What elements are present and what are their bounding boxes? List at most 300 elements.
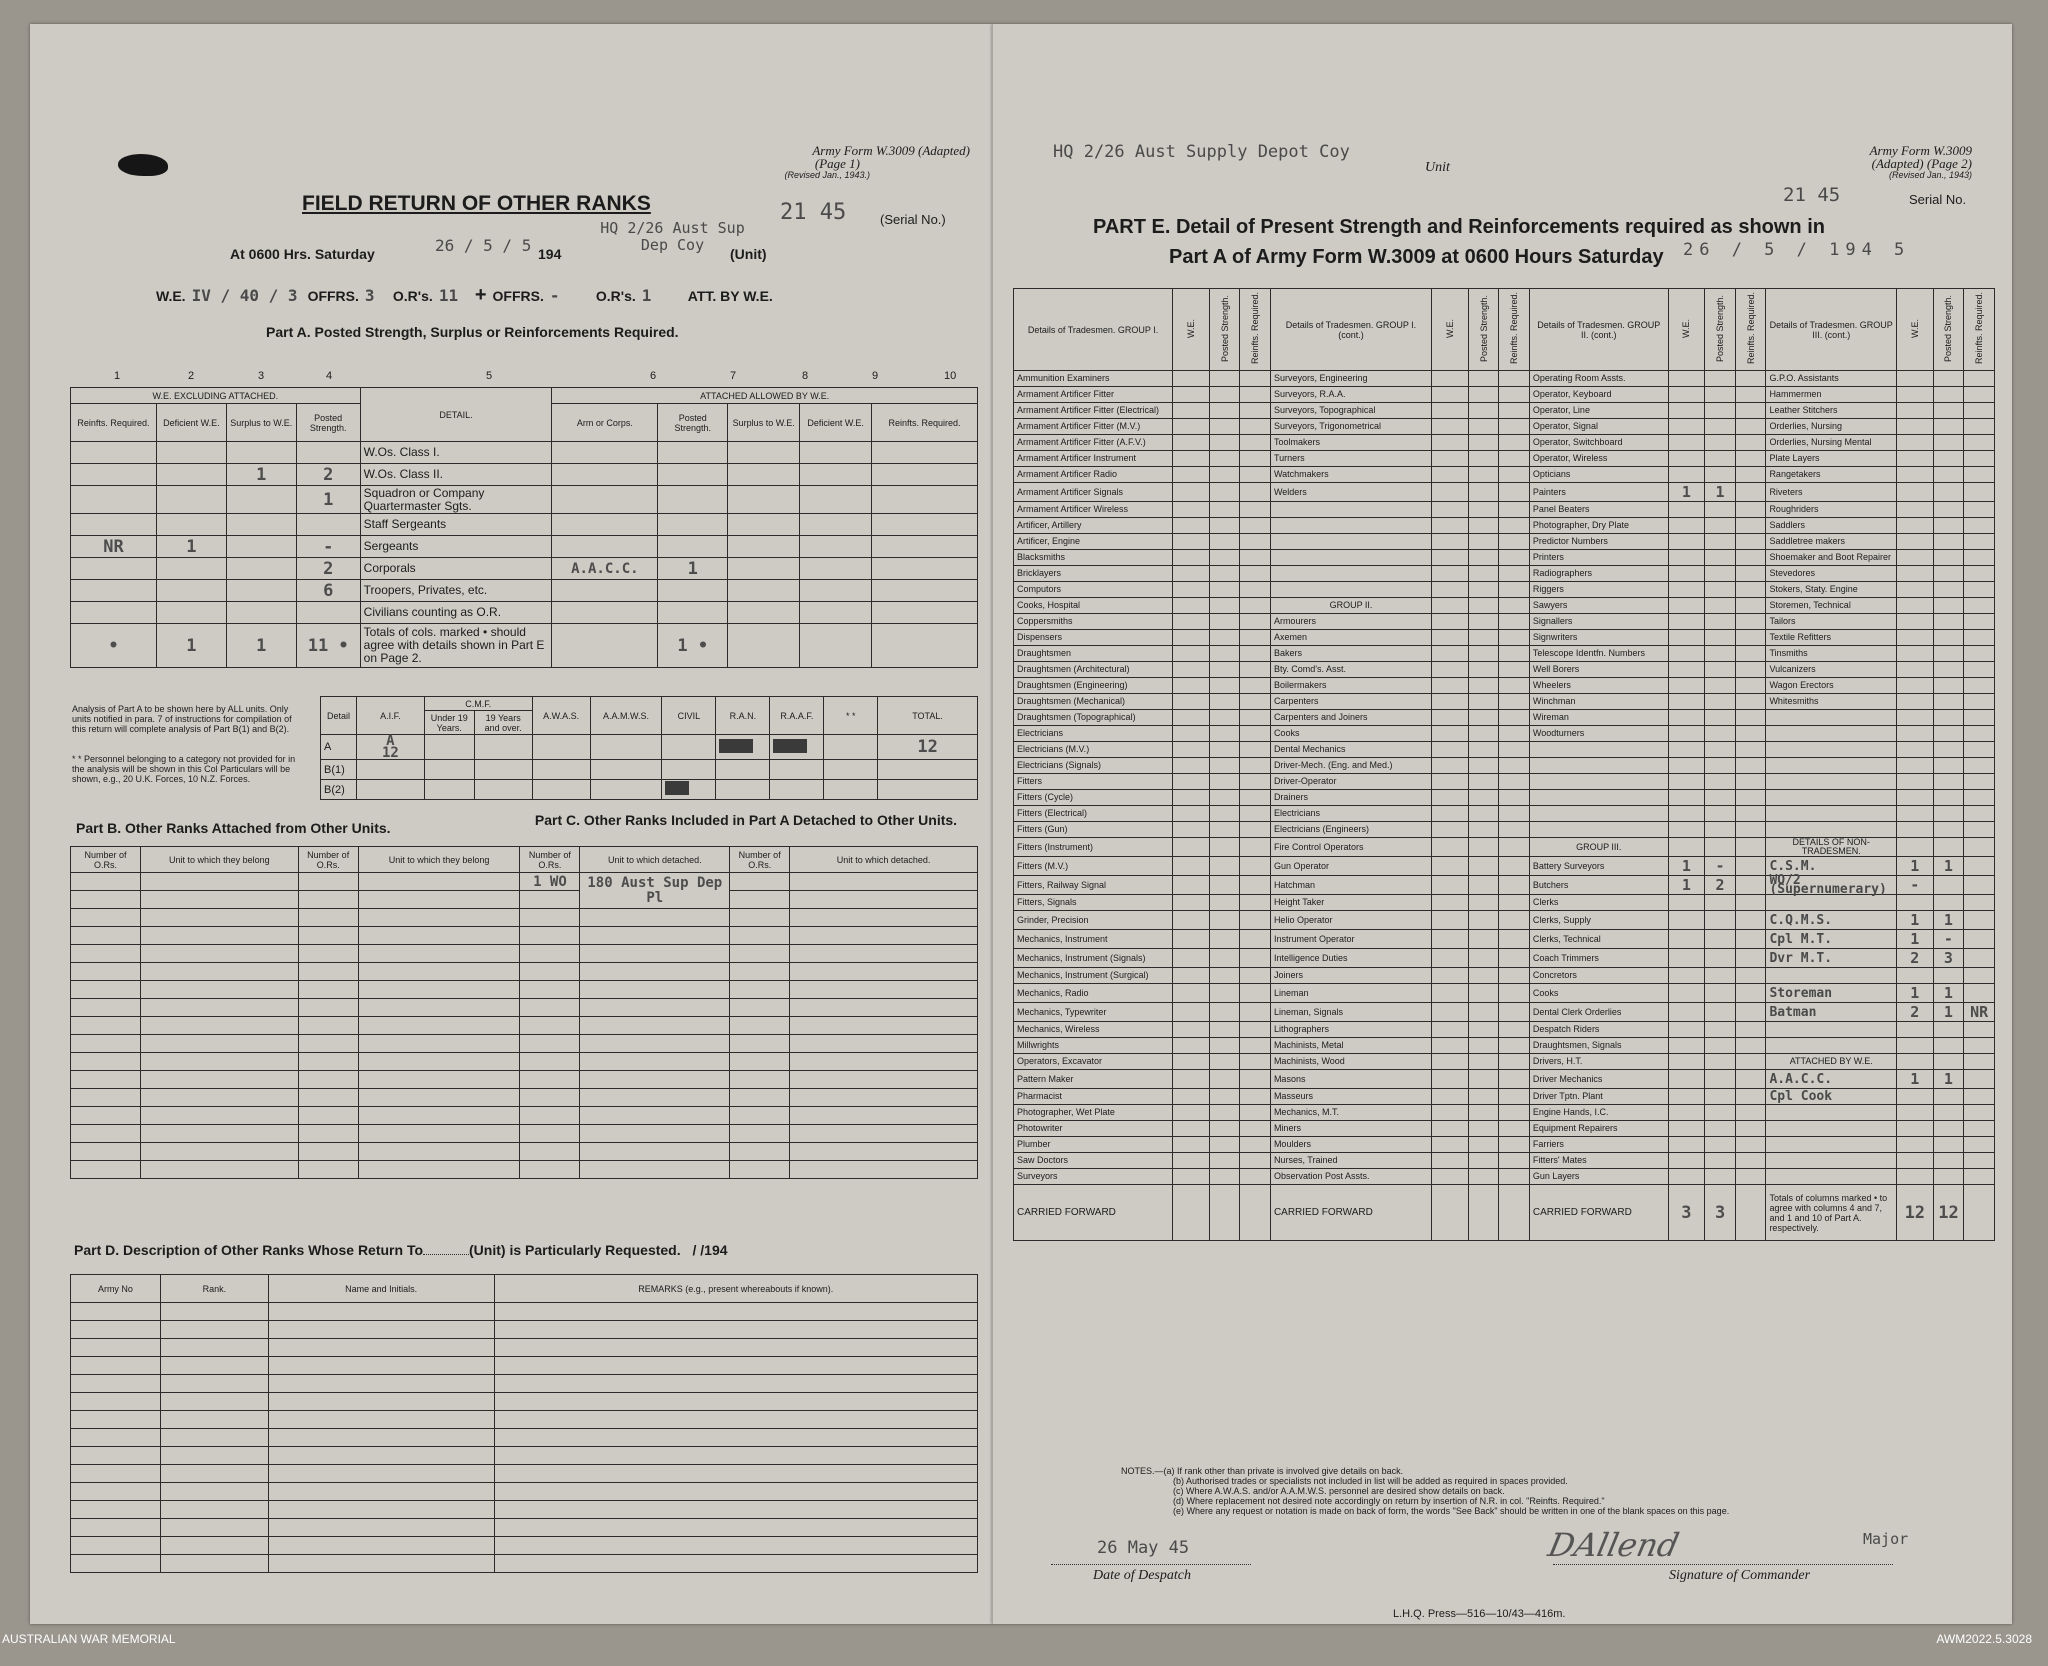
e-cell <box>1933 502 1964 518</box>
part-a-detail: W.Os. Class I. <box>360 442 552 464</box>
part-bc-cell <box>140 1017 298 1035</box>
part-bc-cell <box>71 1107 141 1125</box>
e-cell: 1 <box>1896 857 1933 876</box>
e-cell <box>1896 662 1933 678</box>
trade-label: Plumber <box>1014 1137 1173 1153</box>
e-cell <box>1468 911 1499 930</box>
e-cell <box>1499 758 1530 774</box>
c-header: Number of O.Rs. <box>520 847 580 873</box>
e-cell <box>1964 1137 1995 1153</box>
e-cell <box>1735 1022 1766 1038</box>
e-cell: 2 <box>1705 876 1736 895</box>
e-cell <box>1209 614 1240 630</box>
trade-label: Artificer, Artillery <box>1014 518 1173 534</box>
e-cell <box>1499 582 1530 598</box>
e-cell <box>1209 1185 1240 1241</box>
e-cell <box>1499 371 1530 387</box>
col-num: 10 <box>944 370 957 382</box>
e-cell <box>1668 742 1705 758</box>
part-d-cell <box>71 1411 161 1429</box>
e-cell <box>1964 1054 1995 1070</box>
part-e-row <box>1014 1003 1995 1022</box>
e-cell <box>1173 1022 1210 1038</box>
trade-label: Stokers, Staty. Engine <box>1766 582 1897 598</box>
part-a-row <box>71 464 978 486</box>
part-e-row <box>1014 630 1995 646</box>
e-cell <box>1240 646 1271 662</box>
e-cell <box>1964 694 1995 710</box>
part-bc-row <box>71 1017 978 1035</box>
part-bc-cell <box>140 1143 298 1161</box>
part-a-detail: Totals of cols. marked • should agree with details shown in Part E on Page 2. <box>360 624 552 668</box>
e-cell <box>1933 1022 1964 1038</box>
unit-label: (Unit) <box>730 246 767 262</box>
trade-label: Engine Hands, I.C. <box>1529 1105 1668 1121</box>
e-cell <box>1896 968 1933 984</box>
e-cell <box>1173 403 1210 419</box>
e-cell <box>1668 1137 1705 1153</box>
e-cell <box>1964 678 1995 694</box>
e-cell <box>1240 758 1271 774</box>
col-header: Arm or Corps. <box>552 404 658 442</box>
part-bc-cell <box>790 1035 978 1053</box>
part-d-row <box>71 1483 978 1501</box>
e-cell <box>1933 371 1964 387</box>
part-e-row <box>1014 838 1995 857</box>
trade-label: Saddlers <box>1766 518 1897 534</box>
e-cell <box>1240 968 1271 984</box>
e-cell <box>1668 968 1705 984</box>
part-a-cell <box>872 442 978 464</box>
an-cell <box>662 735 716 760</box>
trade-label <box>1529 822 1668 838</box>
part-a-cell <box>658 602 728 624</box>
trade-label: Drainers <box>1270 790 1431 806</box>
e-cell <box>1735 694 1766 710</box>
e-cell <box>1468 1185 1499 1241</box>
e-cell <box>1964 758 1995 774</box>
e-cell <box>1964 984 1995 1003</box>
part-bc-cell <box>730 963 790 981</box>
trade-label: Photowriter <box>1014 1121 1173 1137</box>
trade-label <box>1766 806 1897 822</box>
e-cell <box>1735 582 1766 598</box>
part-bc-cell <box>580 1161 730 1179</box>
part-d-cell <box>160 1339 268 1357</box>
e-cell <box>1933 435 1964 451</box>
part-bc-cell <box>580 1125 730 1143</box>
trade-label: Mechanics, Radio <box>1014 984 1173 1003</box>
e-cell <box>1209 984 1240 1003</box>
e-cell <box>1499 857 1530 876</box>
part-bc-cell <box>520 1035 580 1053</box>
part-d-cell <box>268 1339 494 1357</box>
e-cell <box>1896 582 1933 598</box>
e-cell <box>1735 1038 1766 1054</box>
part-a-cell <box>156 464 226 486</box>
e-header: Details of Tradesmen. GROUP I. (cont.) <box>1270 289 1431 371</box>
part-e-row <box>1014 949 1995 968</box>
e-cell <box>1705 614 1736 630</box>
part-e-row <box>1014 467 1995 483</box>
e-header-text: Reinfts. Required. <box>1250 292 1261 365</box>
trade-label: Machinists, Metal <box>1270 1038 1431 1054</box>
part-bc-cell <box>580 1017 730 1035</box>
part-bc-cell <box>730 1089 790 1107</box>
trade-label: Saddletree makers <box>1766 534 1897 550</box>
e-cell <box>1735 662 1766 678</box>
part-bc-cell <box>71 945 141 963</box>
at-hours-label: At 0600 Hrs. Saturday <box>230 246 375 262</box>
e-cell <box>1668 1070 1705 1089</box>
e-cell <box>1468 451 1499 467</box>
part-bc-cell: 1 WO <box>520 873 580 891</box>
e-cell <box>1209 502 1240 518</box>
e-cell <box>1209 435 1240 451</box>
part-d-row <box>71 1447 978 1465</box>
e-cell <box>1668 1003 1705 1022</box>
part-bc-cell <box>580 945 730 963</box>
part-a-cell <box>728 624 800 668</box>
an-cell <box>474 760 532 780</box>
despatch-label: Date of Despatch <box>1093 1568 1191 1583</box>
trade-label: Driver-Mech. (Eng. and Med.) <box>1270 758 1431 774</box>
serial-label: Serial No. <box>1909 192 1967 207</box>
part-a-cell <box>296 514 360 536</box>
e-cell <box>1668 387 1705 403</box>
part-e-row <box>1014 1038 1995 1054</box>
e-cell <box>1933 1054 1964 1070</box>
trade-label <box>1766 968 1897 984</box>
e-cell <box>1240 662 1271 678</box>
trade-label: Wheelers <box>1529 678 1668 694</box>
trade-label: Cpl Cook <box>1766 1089 1897 1105</box>
e-cell <box>1468 758 1499 774</box>
e-cell <box>1668 1022 1705 1038</box>
trade-label: Riveters <box>1766 483 1897 502</box>
e-cell <box>1933 1105 1964 1121</box>
e-cell <box>1240 451 1271 467</box>
e-cell <box>1499 419 1530 435</box>
e-cell <box>1933 758 1964 774</box>
part-d-cell <box>494 1375 977 1393</box>
part-bc-cell <box>140 963 298 981</box>
col-num: 9 <box>872 370 879 382</box>
part-a-cell <box>226 580 296 602</box>
trade-label: Storemen, Technical <box>1766 598 1897 614</box>
e-cell <box>1735 1105 1766 1121</box>
an-cell <box>770 760 824 780</box>
trade-label: Surveyors, Engineering <box>1270 371 1431 387</box>
part-bc-cell <box>790 963 978 981</box>
e-cell <box>1468 467 1499 483</box>
trade-label <box>1529 790 1668 806</box>
e-header <box>1499 289 1530 371</box>
trade-label: Printers <box>1529 550 1668 566</box>
e-cell <box>1240 790 1271 806</box>
col-num: 3 <box>258 370 265 382</box>
e-cell <box>1173 774 1210 790</box>
col-header: Surplus to W.E. <box>226 404 296 442</box>
part-bc-cell <box>298 1089 358 1107</box>
e-cell <box>1173 984 1210 1003</box>
e-cell <box>1209 968 1240 984</box>
e-cell <box>1735 806 1766 822</box>
part-bc-cell <box>730 909 790 927</box>
e-cell <box>1240 822 1271 838</box>
part-bc-cell <box>298 1143 358 1161</box>
e-cell <box>1705 726 1736 742</box>
part-e-row <box>1014 1137 1995 1153</box>
trade-label: Shoemaker and Boot Repairer <box>1766 550 1897 566</box>
e-cell <box>1240 598 1271 614</box>
part-a-cell <box>226 558 296 580</box>
e-cell <box>1173 857 1210 876</box>
part-a-cell <box>71 486 157 514</box>
trade-label: Grinder, Precision <box>1014 911 1173 930</box>
e-cell <box>1933 1038 1964 1054</box>
e-cell <box>1499 467 1530 483</box>
e-cell <box>1432 1105 1469 1121</box>
e-cell <box>1499 1038 1530 1054</box>
e-cell <box>1499 710 1530 726</box>
trade-label <box>1270 534 1431 550</box>
part-a-cell <box>872 536 978 558</box>
part-bc-cell <box>730 945 790 963</box>
e-cell <box>1668 451 1705 467</box>
e-header-text: W.E. <box>1681 318 1692 338</box>
e-cell <box>1468 726 1499 742</box>
trade-label: Tailors <box>1766 614 1897 630</box>
e-cell <box>1933 582 1964 598</box>
e-cell <box>1668 1038 1705 1054</box>
part-bc-cell <box>580 999 730 1017</box>
we-fill: IV / 40 / 3 <box>191 286 298 305</box>
part-e-row <box>1014 582 1995 598</box>
part-a-detail: W.Os. Class II. <box>360 464 552 486</box>
e-cell <box>1705 1169 1736 1185</box>
e-cell: 2 <box>1896 1003 1933 1022</box>
part-e-row <box>1014 566 1995 582</box>
an-cell <box>878 780 978 800</box>
part-e-row <box>1014 678 1995 694</box>
part-d-cell <box>160 1447 268 1465</box>
an-header: A.W.A.S. <box>532 697 590 735</box>
part-e-title: PART E. Detail of Present Strength and Reinforcements required as shown in <box>1093 216 1825 238</box>
part-bc-cell <box>730 1107 790 1125</box>
trade-label: Armament Artificer Fitter (Electrical) <box>1014 403 1173 419</box>
e-cell <box>1432 598 1469 614</box>
signature-label: Signature of Commander <box>1669 1568 1811 1583</box>
e-cell <box>1896 566 1933 582</box>
part-bc-cell <box>298 999 358 1017</box>
part-a-cell <box>71 464 157 486</box>
part-bc-cell <box>71 1035 141 1053</box>
e-header: Details of Tradesmen. GROUP I. <box>1014 289 1173 371</box>
part-a-cell: 1 <box>226 464 296 486</box>
trade-label: Fitters <box>1014 774 1173 790</box>
trade-label: Panel Beaters <box>1529 502 1668 518</box>
an-cell <box>356 780 424 800</box>
e-cell <box>1173 435 1210 451</box>
part-a-cell <box>800 514 872 536</box>
e-cell <box>1668 790 1705 806</box>
e-cell <box>1173 1105 1210 1121</box>
part-d-row <box>71 1375 978 1393</box>
total-cell: 12 <box>878 735 978 760</box>
trade-label: Fitters (M.V.) <box>1014 857 1173 876</box>
e-cell <box>1468 678 1499 694</box>
carried-posted: 3 <box>1705 1185 1736 1241</box>
trade-label: Fitters (Instrument) <box>1014 838 1173 857</box>
part-a-arm-cell <box>552 486 658 514</box>
e-cell <box>1468 534 1499 550</box>
trade-label: A.A.C.C. <box>1766 1070 1897 1089</box>
part-a-cell <box>872 464 978 486</box>
e-cell <box>1735 451 1766 467</box>
column-numbers <box>70 370 978 386</box>
part-bc-row <box>71 873 978 891</box>
e-cell <box>1432 483 1469 502</box>
part-bc-cell <box>520 1017 580 1035</box>
aif-value: 12 <box>381 745 399 761</box>
e-cell <box>1964 582 1995 598</box>
part-a-cell: - <box>296 536 360 558</box>
an-header: Under 19 Years. <box>424 711 474 735</box>
an-cell <box>590 780 662 800</box>
an-cell <box>590 760 662 780</box>
e-cell <box>1432 630 1469 646</box>
part-d-cell <box>71 1519 161 1537</box>
part-d-cell <box>160 1465 268 1483</box>
part-bc-cell <box>580 927 730 945</box>
trade-label <box>1766 1169 1897 1185</box>
e-cell <box>1209 1105 1240 1121</box>
part-a-cell: 6 <box>296 580 360 602</box>
trade-label: Watchmakers <box>1270 467 1431 483</box>
part-a-cell <box>728 536 800 558</box>
e-cell <box>1735 742 1766 758</box>
e-cell <box>1499 949 1530 968</box>
part-a-arm-cell <box>552 464 658 486</box>
part-bc-cell <box>520 1089 580 1107</box>
e-cell <box>1705 710 1736 726</box>
e-cell <box>1705 435 1736 451</box>
e-cell <box>1432 1137 1469 1153</box>
part-d-cell <box>268 1375 494 1393</box>
e-cell <box>1735 630 1766 646</box>
part-d-unit-label: (Unit) is Particularly Requested. <box>469 1242 681 1258</box>
e-cell <box>1933 630 1964 646</box>
e-cell <box>1668 467 1705 483</box>
b-header: Unit to which they belong <box>140 847 298 873</box>
e-cell <box>1668 614 1705 630</box>
e-cell <box>1499 790 1530 806</box>
e-cell <box>1933 646 1964 662</box>
e-cell <box>1735 1153 1766 1169</box>
e-cell <box>1173 758 1210 774</box>
detail-header: DETAIL. <box>360 388 552 442</box>
e-cell <box>1209 518 1240 534</box>
an-header: A.A.M.W.S. <box>590 697 662 735</box>
e-cell <box>1240 1153 1271 1169</box>
part-bc-cell <box>790 873 978 891</box>
trade-label: Clerks, Technical <box>1529 930 1668 949</box>
e-header-text: W.E. <box>1444 318 1455 338</box>
part-bc-cell <box>790 1107 978 1125</box>
part-d-row <box>71 1501 978 1519</box>
trade-label: DETAILS OF NON-TRADESMEN. <box>1766 838 1897 857</box>
e-cell <box>1240 857 1271 876</box>
e-cell <box>1499 662 1530 678</box>
punch-hole <box>118 154 168 176</box>
part-a-cell <box>226 536 296 558</box>
part-a-cell <box>728 486 800 514</box>
e-cell <box>1240 387 1271 403</box>
part-a-cell <box>728 602 800 624</box>
e-cell <box>1705 371 1736 387</box>
part-bc-row <box>71 1035 978 1053</box>
part-d-cell <box>71 1483 161 1501</box>
e-cell <box>1896 1153 1933 1169</box>
e-cell <box>1735 726 1766 742</box>
part-bc-row <box>71 927 978 945</box>
e-cell <box>1209 726 1240 742</box>
e-cell <box>1240 566 1271 582</box>
e-cell <box>1964 387 1995 403</box>
e-cell <box>1240 742 1271 758</box>
part-bc-cell <box>298 1107 358 1125</box>
part-a-arm-cell <box>552 624 658 668</box>
trade-label: Toolmakers <box>1270 435 1431 451</box>
part-bc-cell <box>580 1053 730 1071</box>
an-cell <box>770 735 824 760</box>
e-header-text: Reinfts. Required. <box>1509 292 1520 365</box>
e-cell <box>1240 1169 1271 1185</box>
part-d-cell <box>268 1447 494 1465</box>
part-e-row <box>1014 1169 1995 1185</box>
trade-label: Roughriders <box>1766 502 1897 518</box>
trade-label: Cpl M.T. <box>1766 930 1897 949</box>
part-bc-cell <box>140 1071 298 1089</box>
e-cell <box>1432 502 1469 518</box>
e-cell <box>1209 1003 1240 1022</box>
e-cell <box>1432 1054 1469 1070</box>
e-cell <box>1964 1169 1995 1185</box>
trade-label: Operator, Keyboard <box>1529 387 1668 403</box>
e-cell <box>1209 403 1240 419</box>
e-cell <box>1933 806 1964 822</box>
e-cell <box>1705 822 1736 838</box>
e-cell <box>1240 630 1271 646</box>
e-cell <box>1964 534 1995 550</box>
e-cell <box>1964 1070 1995 1089</box>
an-cell <box>424 780 474 800</box>
part-bc-cell <box>358 1017 520 1035</box>
e-cell <box>1735 968 1766 984</box>
e-cell <box>1668 1054 1705 1070</box>
e-cell <box>1432 930 1469 949</box>
e-cell <box>1668 371 1705 387</box>
e-cell <box>1964 774 1995 790</box>
part-a-cell: 1 <box>156 624 226 668</box>
e-cell <box>1240 694 1271 710</box>
e-cell <box>1705 1153 1736 1169</box>
e-cell <box>1933 838 1964 857</box>
trade-label: Moulders <box>1270 1137 1431 1153</box>
e-cell <box>1964 1185 1995 1241</box>
e-cell <box>1432 758 1469 774</box>
